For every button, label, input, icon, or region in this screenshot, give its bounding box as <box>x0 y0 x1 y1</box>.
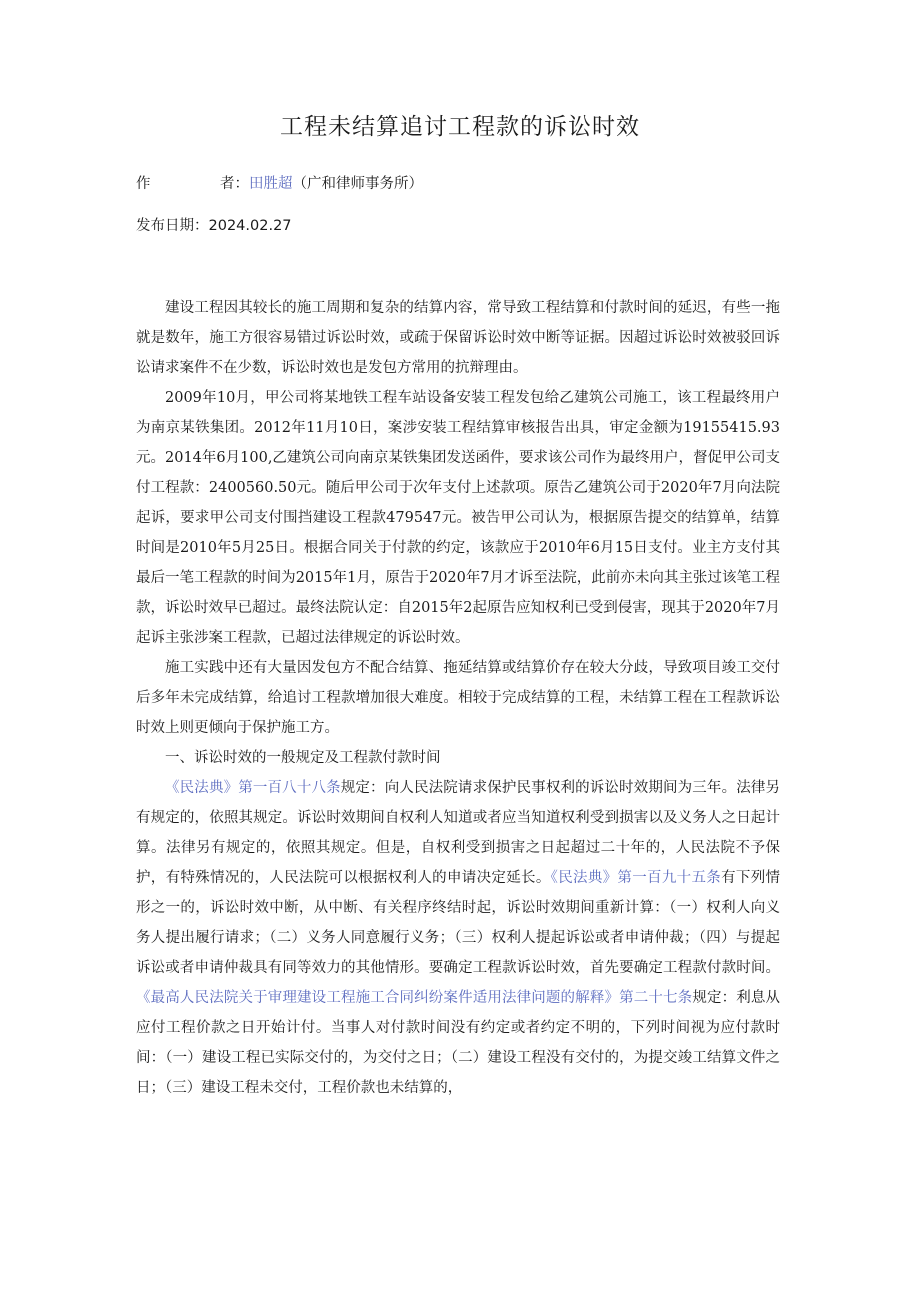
author-label-part2: 者： <box>220 176 249 192</box>
paragraph-legal-provisions <box>136 773 780 1103</box>
paragraph-intro: 建设工程因其较长的施工周期和复杂的结算内容，常导致工程结算和付款时间的延迟，有些一拖就是数年，施工方很容易错过诉讼时效，或疏于保留诉讼时效中断等证据。因超过诉讼时效被驳回诉讼请求案件不在少数，诉讼时效也是发包方常用的抗辩理由。 <box>136 300 780 376</box>
author-org: （广和律师事务所） <box>292 176 423 192</box>
civil-code-article-188-link[interactable]: 《民法典》第一百八十八条 <box>165 780 341 796</box>
publish-date-line <box>136 214 292 235</box>
paragraph-practice: 施工实践中还有大量因发包方不配合结算、拖延结算或结算价存在较大分歧，导致项目竣工交付后多年未完成结算，给追讨工程款增加很大难度。相较于完成结算的工程，未结算工程在工程款诉讼时效上则更倾向于保护施工方。 <box>136 660 780 736</box>
author-label-part1: 作 <box>136 176 151 192</box>
date-value: 2024.02.27 <box>208 218 292 234</box>
paragraph-case: 2009年10月，甲公司将某地铁工程车站设备安装工程发包给乙建筑公司施工，该工程最终用户为南京某铁集团。2012年11月10日，案涉安装工程结算审核报告出具，审定金额为19155415.93元。2014年6月100,乙建筑公司向南京某铁集团发送函件，要求该公司作为最终用户，督促甲公司支付工程款：2400560.50元。随后甲公司于次年支付上述款项。原告乙建筑公司于2020年7月向法院起诉，要求甲公司支付围挡建设工程款479547元。被告甲公司认为，根据原告提交的结算单，结算时间是2010年5月25日。根据合同关于付款的约定，该款应于2010年6月15日支付。业主方支付其最后一笔工程款的时间为2015年1月，原告于2020年7月才诉至法院，此前亦未向其主张过该笔工程款，诉讼时效早已超过。最终法院认定：自2015年2起原告应知权利已受到侵害，现其于2020年7月起诉主张涉案工程款，已超过法律规定的诉讼时效。 <box>136 390 780 646</box>
section-heading-1: 一、诉讼时效的一般规定及工程款付款时间 <box>165 750 441 766</box>
article-body <box>136 293 780 1103</box>
legal-text-1: 规定：向人民法院请求保护民事权利的诉讼时效期间为三年。法律另有规定的，依照其规定。诉讼时效期间自权利人知道或者应当知道权利受到损害以及义务人之日起计算。法律另有规定的，依照其规定。但是，自权利受到损害之日起超过二十年的，人民法院不予保护，有特殊情况的，人民法院可以根据权利人的申请决定延长。 <box>136 780 781 886</box>
legal-text-2: 有下列情形之一的，诉讼时效中断，从中断、有关程序终结时起，诉讼时效期间重新计算：（一）权利人向义务人提出履行请求；（二）义务人同意履行义务；（三）权利人提起诉讼或者申请仲裁；（四）与提起诉讼或者申请仲裁具有同等效力的其他情形。要确定工程款诉讼时效，首先要确定工程款付款时间。 <box>136 870 781 976</box>
civil-code-article-195-link[interactable]: 《民法典》第一百九十五条 <box>550 870 722 886</box>
author-name-link[interactable]: 田胜超 <box>249 176 293 192</box>
author-line <box>136 172 423 193</box>
document-title: 工程未结算追讨工程款的诉讼时效 <box>280 114 640 140</box>
legal-text-3: 规定：利息从应付工程价款之日开始计付。当事人对付款时间没有约定或者约定不明的，下列时间视为应付款时间：（一）建设工程已实际交付的，为交付之日；（二）建设工程没有交付的，为提交竣工结算文件之日；（三）建设工程未交付，工程价款也未结算的， <box>136 990 781 1096</box>
supreme-court-interpretation-link[interactable]: 《最高人民法院关于审理建设工程施工合同纠纷案件适用法律问题的解释》第二十七条 <box>136 990 693 1006</box>
date-label: 发布日期： <box>136 218 209 234</box>
